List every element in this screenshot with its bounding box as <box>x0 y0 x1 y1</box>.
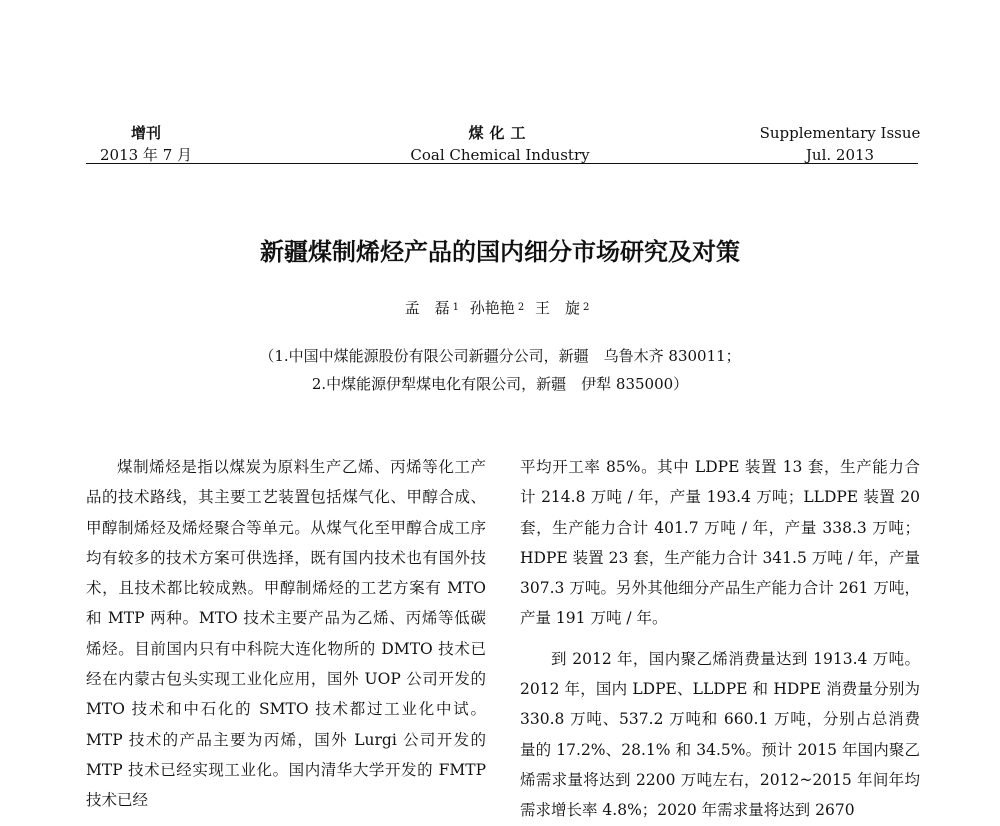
journal-issue-info-en <box>755 122 925 166</box>
author-affiliation-mark: 2 <box>582 302 590 313</box>
issue-date: 2013 年 7 月 <box>99 146 193 164</box>
author-name: 王 旋 <box>534 299 580 317</box>
article-title: 新疆煤制烯烃产品的国内细分市场研究及对策 <box>260 238 740 266</box>
body-column-left <box>86 452 486 816</box>
header-divider <box>86 163 918 164</box>
affiliation-line: 2.中煤能源伊犁煤电化有限公司，新疆 伊犁 835000） <box>311 375 689 393</box>
issue-type: 增刊 <box>130 124 161 142</box>
body-paragraph: 煤制烯烃是指以煤炭为原料生产乙烯、丙烯等化工产品的技术路线，其主要工艺装置包括煤气化、甲醇合成、甲醇制烯烃及烯烃聚合等单元。从煤气化至甲醇合成工序均有较多的技术方案可供选择，既有国内技术也有国外技术，且技术都比较成熟。甲醇制烯烃的工艺方案有 MTO 和 MTP 两种。MTO 技术主要产品为乙烯、丙烯等低碳烯烃。目前国内只有中科院大连化物所的 DMTO 技术已经在内蒙古包头实现工业化应用，国外 UOP 公司开发的 MTO 技术和中石化的 SMTO 技术都过工业化中试。MTP 技术的产品主要为丙烯，国外 Lurgi 公司开发的 MTP 技术已经实现工业化。国内清华大学开发的 FMTP 技术已经 <box>86 458 486 810</box>
author-affiliation-mark: 1 <box>452 302 460 313</box>
body-paragraph: 平均开工率 85%。其中 LDPE 装置 13 套，生产能力合计 214.8 万吨 / 年，产量 193.4 万吨；LLDPE 装置 20 套，生产能力合计 401.7 万吨 / 年，产量 338.3 万吨；HDPE 装置 23 套，生产能力合计 341.5 万吨 / 年，产量 307.3 万吨。另外其他细分产品生产能力合计 261 万吨，产量 191 万吨 / 年。 <box>520 458 920 628</box>
issue-type-en: Supplementary Issue <box>759 124 921 142</box>
issue-date-en: Jul. 2013 <box>805 146 875 164</box>
author-list <box>0 296 1000 320</box>
author-name: 孙艳艳 <box>469 299 515 317</box>
body-column-right <box>520 452 920 826</box>
author-affiliation-mark: 2 <box>517 302 525 313</box>
journal-name-cn: 煤化工 <box>468 124 532 142</box>
journal-name-en: Coal Chemical Industry <box>410 146 590 164</box>
journal-name-block <box>380 122 620 166</box>
affiliations <box>0 342 1000 398</box>
body-paragraph: 到 2012 年，国内聚乙烯消费量达到 1913.4 万吨。2012 年，国内 LDPE、LLDPE 和 HDPE 消费量分别为 330.8 万吨、537.2 万吨和 660.1 万吨，分别占总消费量的 17.2%、28.1% 和 34.5%。预计 2015 年国内聚乙烯需求量将达到 2200 万吨左右，2012~2015 年间年均需求增长率 4.8%；2020 年需求量将达到 2670 <box>520 649 920 820</box>
affiliation-line: （1.中国中煤能源股份有限公司新疆分公司，新疆 乌鲁木齐 830011； <box>259 347 741 365</box>
author-name: 孟 磊 <box>404 299 450 317</box>
journal-issue-info <box>96 122 196 166</box>
